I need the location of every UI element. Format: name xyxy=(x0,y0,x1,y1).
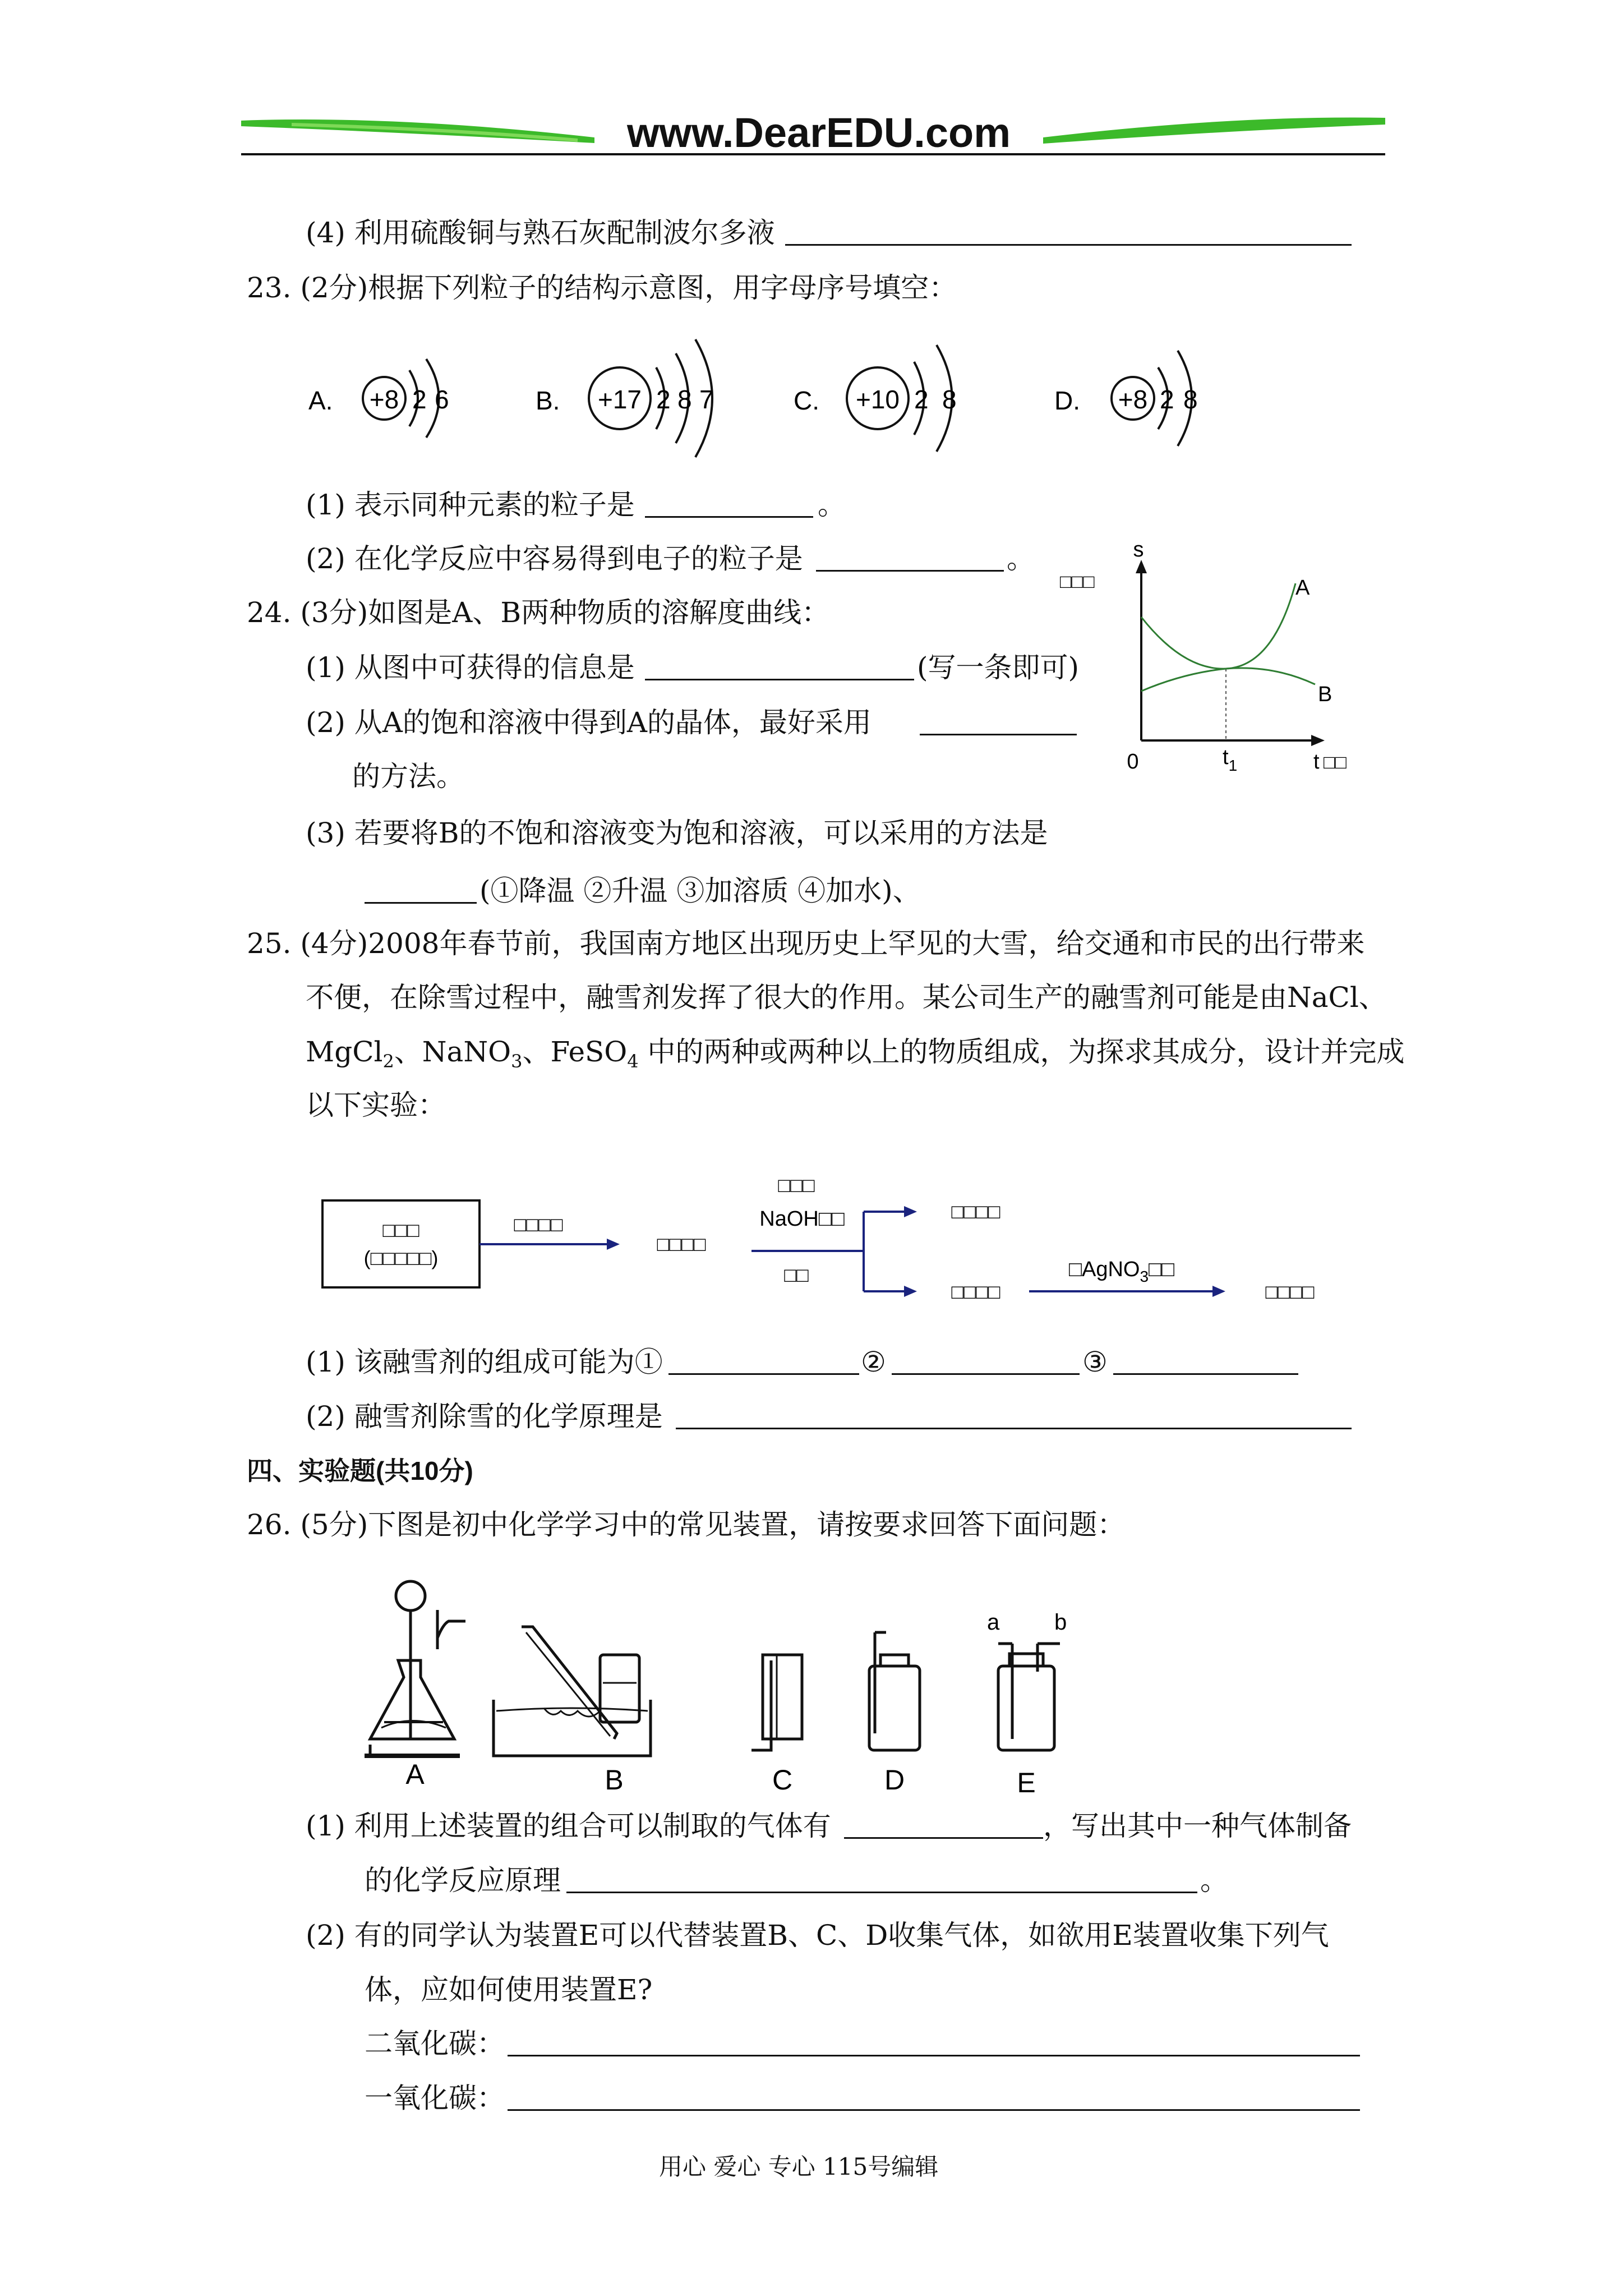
q26-item1-post: ，写出其中一种气体制备 xyxy=(1043,1810,1352,1842)
q25-line3: MgCl$_2$、NaNO$_3$、FeSO$_4$ 中的两种或两种以上的物质组成，为探求其成分，设计并完成 xyxy=(306,1036,1405,1072)
apparatus-e xyxy=(998,1644,1060,1750)
experiment-flowchart xyxy=(314,1167,1357,1324)
flow-box-line2: (□□□□□) xyxy=(363,1246,439,1269)
q26-item1: (1) 利用上述装置的组合可以制取的气体有 xyxy=(306,1810,831,1842)
atom-shell-c2: 8 xyxy=(942,385,957,414)
answer-blank[interactable] xyxy=(892,1373,1080,1375)
q25-c2: ② xyxy=(861,1346,886,1378)
answer-blank[interactable] xyxy=(645,679,914,680)
atom-shell-a2: 6 xyxy=(435,385,449,414)
q24-item3: (3) 若要将B的不饱和溶液变为饱和溶液，可以采用的方法是 xyxy=(306,817,1048,849)
atom-shell-b1: 2 xyxy=(656,385,671,414)
atom-nucleus-b: +17 xyxy=(597,385,642,414)
answer-blank[interactable] xyxy=(816,570,1004,572)
answer-blank[interactable] xyxy=(920,734,1077,735)
apparatus-c xyxy=(751,1655,802,1750)
y-axis-label-garbled: □□□ xyxy=(1060,571,1095,592)
y-axis-label: s xyxy=(1133,539,1144,562)
atom-shell-a1: 2 xyxy=(412,385,427,414)
apparatus-d xyxy=(869,1632,920,1750)
q23-stem: 23. (2分)根据下列粒子的结构示意图，用字母序号填空： xyxy=(247,272,957,304)
apparatus-label-a: A xyxy=(405,1759,425,1790)
apparatus-e-port-b: b xyxy=(1054,1610,1067,1635)
flow-box-line1: □□□ xyxy=(382,1218,419,1241)
lab-apparatus xyxy=(359,1571,1110,1806)
q24-item2-cont: 的方法。 xyxy=(352,760,464,793)
tick-t1: $t_1$ xyxy=(1223,746,1238,774)
atom-shell-c1: 2 xyxy=(914,385,929,414)
flow-agno3-label: □AgNO$_3$□□ xyxy=(1069,1258,1174,1285)
q23-item2: (2) 在化学反应中容易得到电子的粒子是 xyxy=(306,542,803,575)
x-axis-label-garbled: □□ xyxy=(1324,752,1347,773)
apparatus-b xyxy=(494,1627,651,1756)
answer-blank[interactable] xyxy=(785,244,1352,246)
series-a-label: A xyxy=(1295,576,1310,600)
q25-line4: 以下实验： xyxy=(306,1089,446,1121)
q25-line1: 25. (4分)2008年春节前，我国南方地区出现历史上罕见的大雪，给交通和市民的出行带来 xyxy=(247,927,1365,960)
q23-item1-end: 。 xyxy=(818,489,846,521)
q24-item1: (1) 从图中可获得的信息是 xyxy=(306,651,635,684)
apparatus-label-c: C xyxy=(772,1764,793,1796)
apparatus-e-port-a: a xyxy=(987,1610,1000,1635)
apparatus-label-e: E xyxy=(1017,1767,1036,1798)
q22-item4: (4) 利用硫酸铜与熟石灰配制波尔多液 xyxy=(306,217,775,249)
x-axis-label: t xyxy=(1313,750,1320,774)
series-a-curve xyxy=(1141,583,1295,669)
answer-blank[interactable] xyxy=(508,2055,1360,2056)
q24-stem: 24. (3分)如图是A、B两种物质的溶解度曲线： xyxy=(247,596,830,629)
q26-stem: 26. (5分)下图是初中化学学习中的常见装置，请按要求回答下面问题： xyxy=(247,1508,1126,1541)
q25-line2: 不便，在除雪过程中，融雪剂发挥了很大的作用。某公司生产的融雪剂可能是由NaCl、 xyxy=(306,981,1387,1014)
answer-blank[interactable] xyxy=(508,2109,1360,2111)
flow-reagent: NaOH□□ xyxy=(759,1207,845,1231)
section4-title: 四、实验题(共10分) xyxy=(247,1456,473,1485)
q24-item3-options: (①降温 ②升温 ③加溶质 ④加水)、 xyxy=(479,875,921,907)
series-b-curve xyxy=(1141,668,1315,691)
flow-reagent-top: □□□ xyxy=(778,1174,815,1197)
q25-item2: (2) 融雪剂除雪的化学原理是 xyxy=(306,1400,663,1433)
q24-item1-end: (写一条即可) xyxy=(917,651,1080,684)
q26-item2-cont: 体，应如何使用装置E? xyxy=(365,1973,653,2006)
atom-nucleus-d: +8 xyxy=(1118,385,1148,414)
flow-below-label: □□ xyxy=(784,1263,809,1286)
answer-blank[interactable] xyxy=(676,1428,1352,1429)
origin-label: 0 xyxy=(1127,750,1139,774)
apparatus-label-b: B xyxy=(605,1764,624,1796)
answer-blank[interactable] xyxy=(566,1892,1197,1893)
atom-label-d: D. xyxy=(1054,386,1080,415)
series-b-label: B xyxy=(1318,683,1332,706)
atom-shell-b3: 7 xyxy=(699,385,714,414)
flow-upper-result: □□□□ xyxy=(951,1200,1000,1223)
answer-blank[interactable] xyxy=(668,1373,859,1375)
q25-item1: (1) 该融雪剂的组成可能为① xyxy=(306,1346,663,1378)
answer-blank[interactable] xyxy=(844,1837,1043,1839)
header-banner xyxy=(0,0,1623,168)
flow-mid-label: □□□□ xyxy=(657,1232,706,1255)
atom-shell-d1: 2 xyxy=(1160,385,1174,414)
flow-lower-result: □□□□ xyxy=(951,1280,1000,1303)
flow-arrow1-label: □□□□ xyxy=(514,1213,563,1236)
q26-item2: (2) 有的同学认为装置E可以代替装置B、C、D收集气体，如欲用E装置收集下列气 xyxy=(306,1919,1329,1952)
answer-blank[interactable] xyxy=(1113,1373,1298,1375)
apparatus-a xyxy=(365,1581,465,1756)
q24-item2: (2) 从A的饱和溶液中得到A的晶体，最好采用 xyxy=(306,706,872,739)
atom-label-c: C. xyxy=(794,386,819,415)
atom-label-a: A. xyxy=(308,386,333,415)
q23-item2-end: 。 xyxy=(1007,542,1035,575)
atom-shell-b2: 8 xyxy=(677,385,692,414)
answer-blank[interactable] xyxy=(365,902,477,904)
answer-blank[interactable] xyxy=(645,516,813,518)
atom-shell-d2: 8 xyxy=(1183,385,1198,414)
atom-nucleus-a: +8 xyxy=(369,385,399,414)
q26-co-label: 一氧化碳： xyxy=(365,2082,505,2114)
atom-nucleus-c: +10 xyxy=(855,385,900,414)
site-logo: www.DearEDU.com xyxy=(627,109,1011,156)
apparatus-label-d: D xyxy=(884,1764,905,1796)
solubility-chart xyxy=(1054,539,1380,774)
q26-item1-end: 。 xyxy=(1200,1864,1228,1897)
q23-item1: (1) 表示同种元素的粒子是 xyxy=(306,489,635,521)
atom-label-b: B. xyxy=(536,386,560,415)
q26-item1-cont: 的化学反应原理 xyxy=(365,1864,561,1897)
q25-c3: ③ xyxy=(1082,1346,1108,1378)
flow-final-result: □□□□ xyxy=(1265,1280,1315,1303)
atom-diagrams xyxy=(292,320,1290,471)
page-footer: 用心 爱心 专心 115号编辑 xyxy=(659,2153,939,2180)
q26-co2-label: 二氧化碳： xyxy=(365,2027,505,2060)
